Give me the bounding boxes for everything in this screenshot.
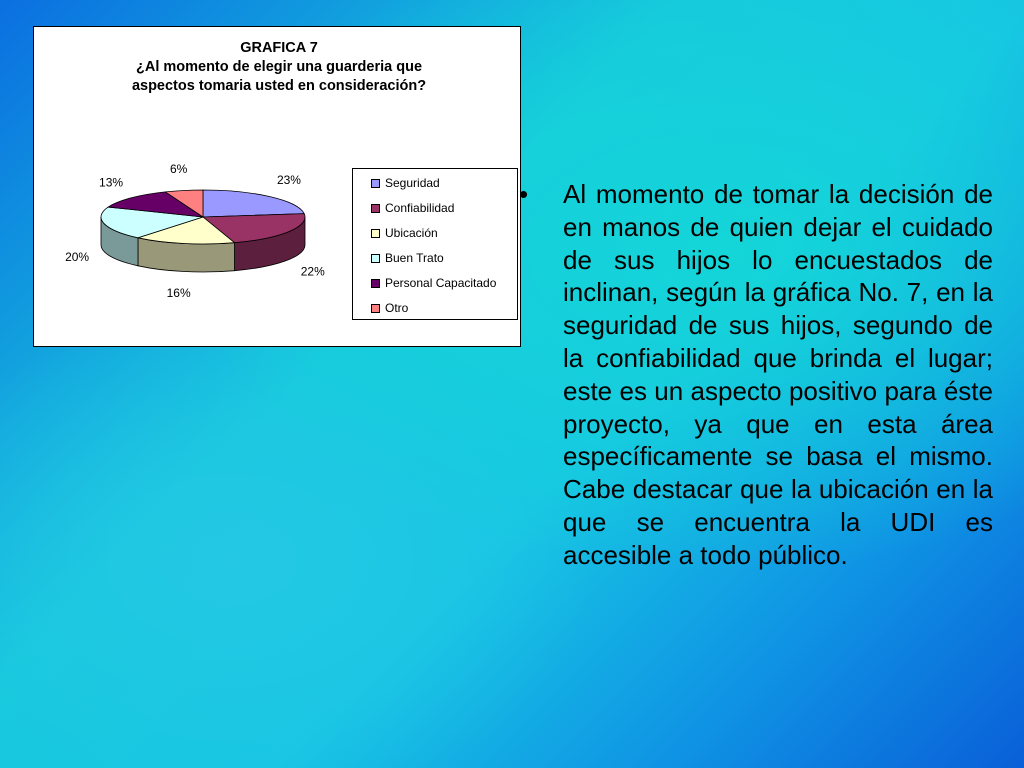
pie-label-otro: 6% <box>169 161 188 176</box>
legend-swatch-confiabilidad <box>371 204 380 213</box>
legend-swatch-personal-capacitado <box>371 279 380 288</box>
pie-label-confiabilidad: 22% <box>300 264 325 279</box>
slide-paragraph: Al momento de tomar la decisión de en manos de quien dejar el cuidado de sus hijos lo encuestados de inclinan, según la gráfica No. 7, en la seguridad de sus hijos, segundo de la confiabilidad que brinda el lugar; este es un aspecto positivo para éste proyecto, ya que en esta área específicamente se basa el mismo. Cabe destacar que la ubicación en la que se encuentra la UDI es accesible a todo público. <box>563 179 1008 570</box>
legend-label-seguridad: Seguridad <box>385 176 440 190</box>
pie-label-ubicacion: 16% <box>166 286 191 301</box>
legend-item-buen-trato <box>353 250 444 266</box>
legend-swatch-buen-trato <box>371 254 380 263</box>
chart-title-line-2: ¿Al momento de elegir una guarderia que <box>135 59 423 75</box>
legend-swatch-seguridad <box>371 179 380 188</box>
legend-item-confiabilidad <box>353 200 454 216</box>
legend-item-otro <box>353 300 408 316</box>
legend-item-personal-capacitado <box>353 275 496 291</box>
pie-label-personal-capacitado: 13% <box>99 175 124 190</box>
chart-container <box>33 26 521 347</box>
chart-title-line-3: aspectos tomaria usted en consideración? <box>131 78 427 94</box>
chart-title-line-1: GRAFICA 7 <box>240 40 318 56</box>
legend-item-ubicacion <box>353 225 438 241</box>
bullet-marker: • <box>519 179 529 209</box>
legend-label-ubicacion: Ubicación <box>385 226 438 240</box>
legend-label-otro: Otro <box>385 301 409 315</box>
legend-item-seguridad <box>353 175 440 191</box>
legend-label-personal-capacitado: Personal Capacitado <box>385 276 497 290</box>
legend-label-confiabilidad: Confiabilidad <box>385 201 455 215</box>
chart-legend <box>352 168 518 320</box>
pie-label-buen-trato: 20% <box>65 250 90 265</box>
pie-label-seguridad: 23% <box>276 173 301 188</box>
legend-swatch-otro <box>371 304 380 313</box>
legend-label-buen-trato: Buen Trato <box>385 251 444 265</box>
legend-swatch-ubicacion <box>371 229 380 238</box>
pie-slice-seguridad <box>203 190 304 217</box>
